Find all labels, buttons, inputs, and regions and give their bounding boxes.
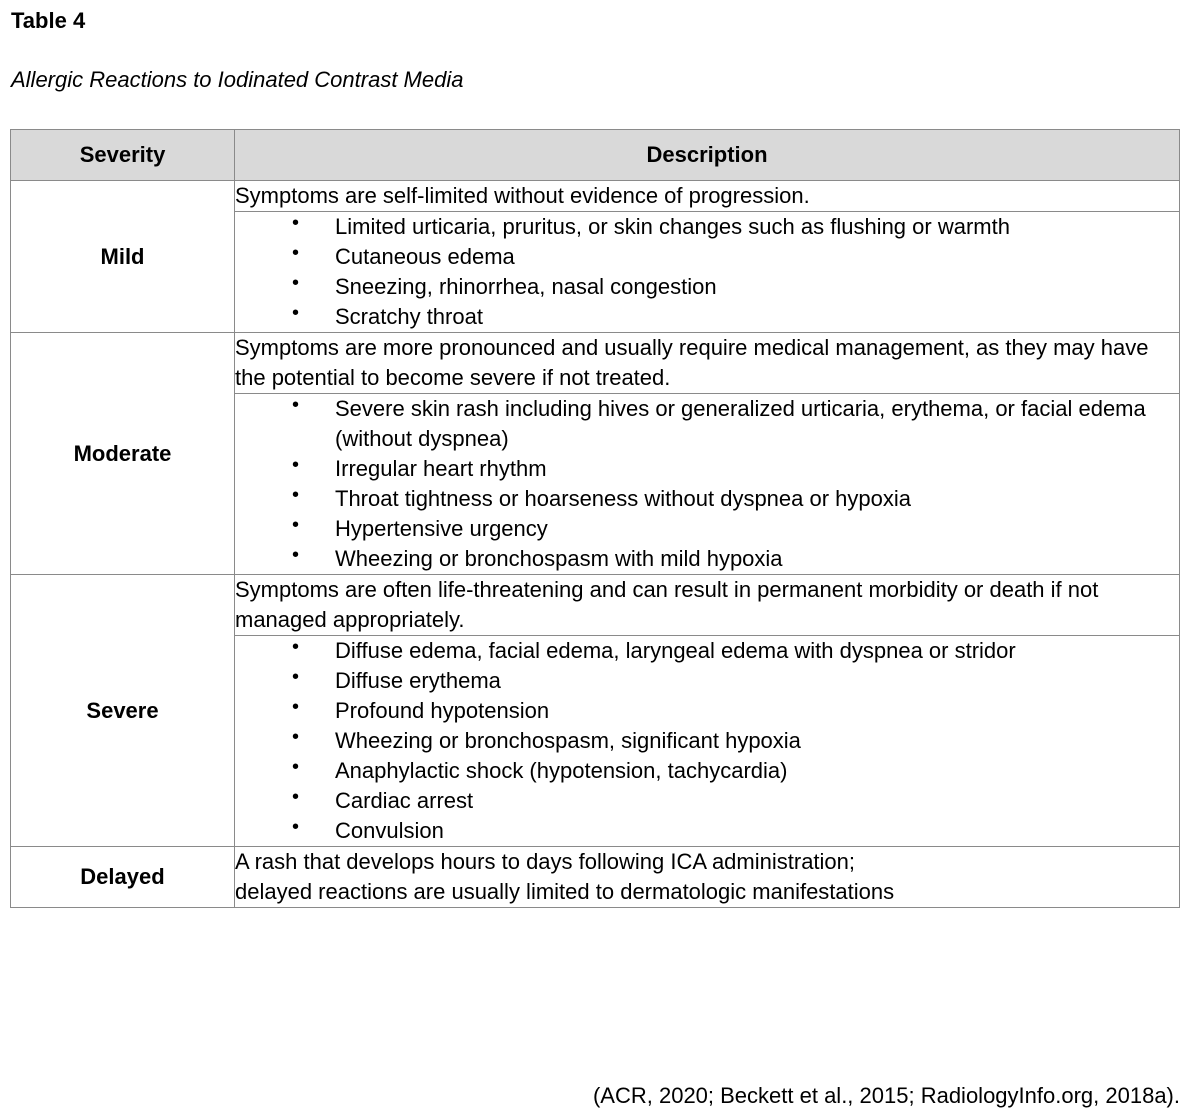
bullet-icon: • (292, 786, 300, 808)
severe-symptom-list (235, 636, 1179, 846)
mild-symptom-list (235, 212, 1179, 332)
bullet-icon: • (292, 514, 300, 536)
delayed-summary (235, 847, 1180, 908)
severity-mild: Mild (11, 181, 235, 333)
bullet-icon: • (292, 696, 300, 718)
list-item: • Irregular heart rhythm (235, 454, 1179, 484)
reactions-table (10, 129, 1180, 908)
bullet-icon: • (292, 212, 300, 234)
bullet-icon: • (292, 726, 300, 748)
table-row-delayed (11, 847, 1180, 908)
list-item: • Anaphylactic shock (hypotension, tachycardia) (235, 756, 1179, 786)
bullet-icon: • (292, 666, 300, 688)
list-item: • Severe skin rash including hives or generalized urticaria, erythema, or facial edema (without dyspnea) (235, 394, 1179, 454)
moderate-summary: Symptoms are more pronounced and usually require medical management, as they may have the potential to become severe if not treated. (235, 333, 1180, 394)
bullet-icon: • (292, 454, 300, 476)
list-item: • Hypertensive urgency (235, 514, 1179, 544)
list-item: • Cardiac arrest (235, 786, 1179, 816)
list-item: • Diffuse erythema (235, 666, 1179, 696)
bullet-icon: • (292, 394, 300, 416)
list-item: • Limited urticaria, pruritus, or skin changes such as flushing or warmth (235, 212, 1179, 242)
bullet-icon: • (292, 272, 300, 294)
header-severity: Severity (11, 130, 235, 181)
delayed-summary-line: A rash that develops hours to days following ICA administration; (235, 849, 856, 874)
table-title: Allergic Reactions to Iodinated Contrast Media (11, 67, 464, 92)
header-description: Description (235, 130, 1180, 181)
severe-summary: Symptoms are often life-threatening and can result in permanent morbidity or death if not managed appropriately. (235, 575, 1180, 636)
list-item: • Wheezing or bronchospasm, significant hypoxia (235, 726, 1179, 756)
header-row (11, 130, 1180, 181)
table-row-moderate-summary (11, 333, 1180, 394)
severity-delayed: Delayed (11, 847, 235, 908)
list-item: • Sneezing, rhinorrhea, nasal congestion (235, 272, 1179, 302)
bullet-icon: • (292, 544, 300, 566)
citation: (ACR, 2020; Beckett et al., 2015; RadiologyInfo.org, 2018a). (592, 1083, 1180, 1108)
list-item: • Wheezing or bronchospasm with mild hypoxia (235, 544, 1179, 574)
table-row-severe-summary (11, 575, 1180, 636)
bullet-icon: • (292, 242, 300, 264)
table-row-mild-summary (11, 181, 1180, 212)
delayed-summary-line: delayed reactions are usually limited to dermatologic manifestations (235, 879, 895, 904)
bullet-icon: • (292, 756, 300, 778)
mild-summary: Symptoms are self-limited without evidence of progression. (235, 181, 1180, 212)
severity-severe: Severe (11, 575, 235, 847)
moderate-symptom-list (235, 394, 1179, 574)
list-item: • Cutaneous edema (235, 242, 1179, 272)
bullet-icon: • (292, 816, 300, 838)
list-item: • Profound hypotension (235, 696, 1179, 726)
severity-moderate: Moderate (11, 333, 235, 575)
bullet-icon: • (292, 302, 300, 324)
list-item: • Throat tightness or hoarseness without dyspnea or hypoxia (235, 484, 1179, 514)
list-item: • Diffuse edema, facial edema, laryngeal edema with dyspnea or stridor (235, 636, 1179, 666)
table-label: Table 4 (11, 8, 86, 33)
list-item: • Scratchy throat (235, 302, 1179, 332)
bullet-icon: • (292, 636, 300, 658)
bullet-icon: • (292, 484, 300, 506)
list-item: • Convulsion (235, 816, 1179, 846)
